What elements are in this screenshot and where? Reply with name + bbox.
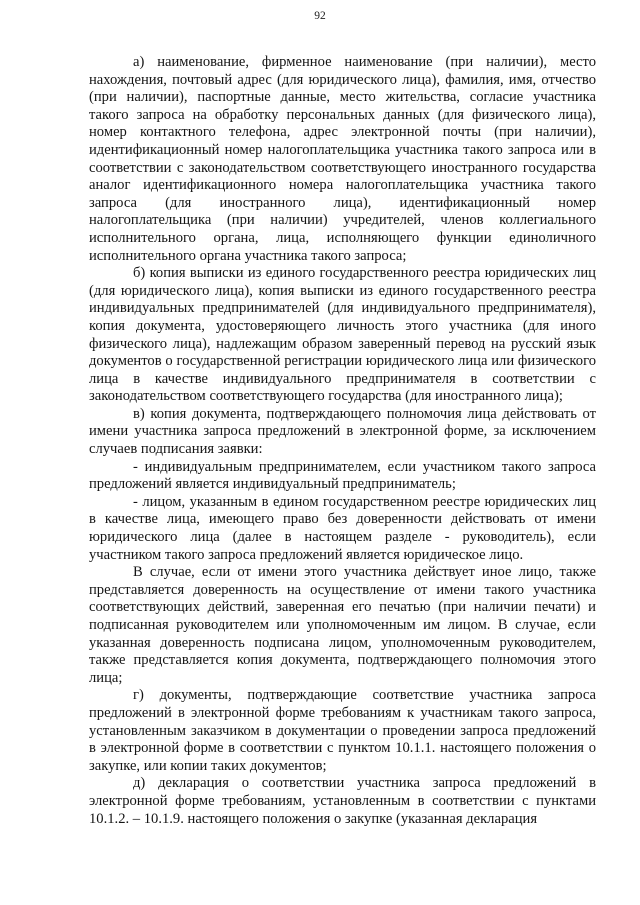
paragraph-power-of-attorney: В случае, если от имени этого участника действует иное лицо, также представляется доверенность на осуществление от имени такого участника соответствующих действий, заверенная его печатью (при наличии печати) и подписанная руководителем или уполномоченным им лицом. В случае, если указанная доверенность подписана лицом, уполномоченным руководителем, также представляется копия документа, подтверждающего полномочия этого лица;: [89, 564, 596, 686]
paragraph-item-b: б) копия выписки из единого государственного реестра юридических лиц (для юридического лица), копия выписки из единого государственного реестра индивидуальных предпринимателей (для индивидуального предпринимателя), копия документа, удостоверяющего личность этого участника (для иного физического лица), надлежащим образом заверенный перевод на русский язык документов о государственной регистрации юридического лица или физического лица в качестве индивидуального предпринимателя в соответствии с законодательством соответствующего государства (для иностранного лица);: [89, 265, 596, 405]
paragraph-item-a: а) наименование, фирменное наименование (при наличии), место нахождения, почтовый адрес (для юридического лица), фамилия, имя, отчество (при наличии), паспортные данные, место жительства, согласие участника такого запроса на обработку персональных данных (для физического лица), номер контактного телефона, адрес электронной почты (при наличии), идентификационный номер налогоплательщика участника такого запроса или в соответствии с законодательством соответствующего иностранного государства аналог идентификационного номера налогоплательщика участника такого запроса (для иностранного лица), идентификационный номер налогоплательщика (при наличии) учредителей, членов коллегиального исполнительного органа, лица, исполняющего функции единоличного исполнительного органа участника такого запроса;: [89, 54, 596, 264]
paragraph-item-g: г) документы, подтверждающие соответствие участника запроса предложений в электронной форме требованиям к участникам такого запроса, установленным заказчиком в документации о проведении запроса предложений в электронной форме в соответствии с пунктом 10.1.1. настоящего положения о закупке, или копии таких документов;: [89, 687, 596, 774]
paragraph-bullet-entrepreneur: - индивидуальным предпринимателем, если участником такого запроса предложений является индивидуальный предприниматель;: [89, 458, 596, 493]
paragraph-item-v: в) копия документа, подтверждающего полномочия лица действовать от имени участника запроса предложений в электронной форме, за исключением случаев подписания заявки:: [89, 405, 596, 458]
paragraph-bullet-legal-entity: - лицом, указанным в едином государственном реестре юридических лиц в качестве лица, имеющего право без доверенности действовать от имени юридического лица (далее в настоящем разделе - руководитель), если участником такого запроса предложений является юридическое лицо.: [89, 493, 596, 563]
paragraph-item-d: д) декларация о соответствии участника запроса предложений в электронной форме требованиям, установленным в соответствии с пунктами 10.1.2. – 10.1.9. настоящего положения о закупке (указанная декларация: [89, 775, 596, 827]
document-body: [89, 54, 596, 828]
page-number: 92: [314, 10, 326, 22]
